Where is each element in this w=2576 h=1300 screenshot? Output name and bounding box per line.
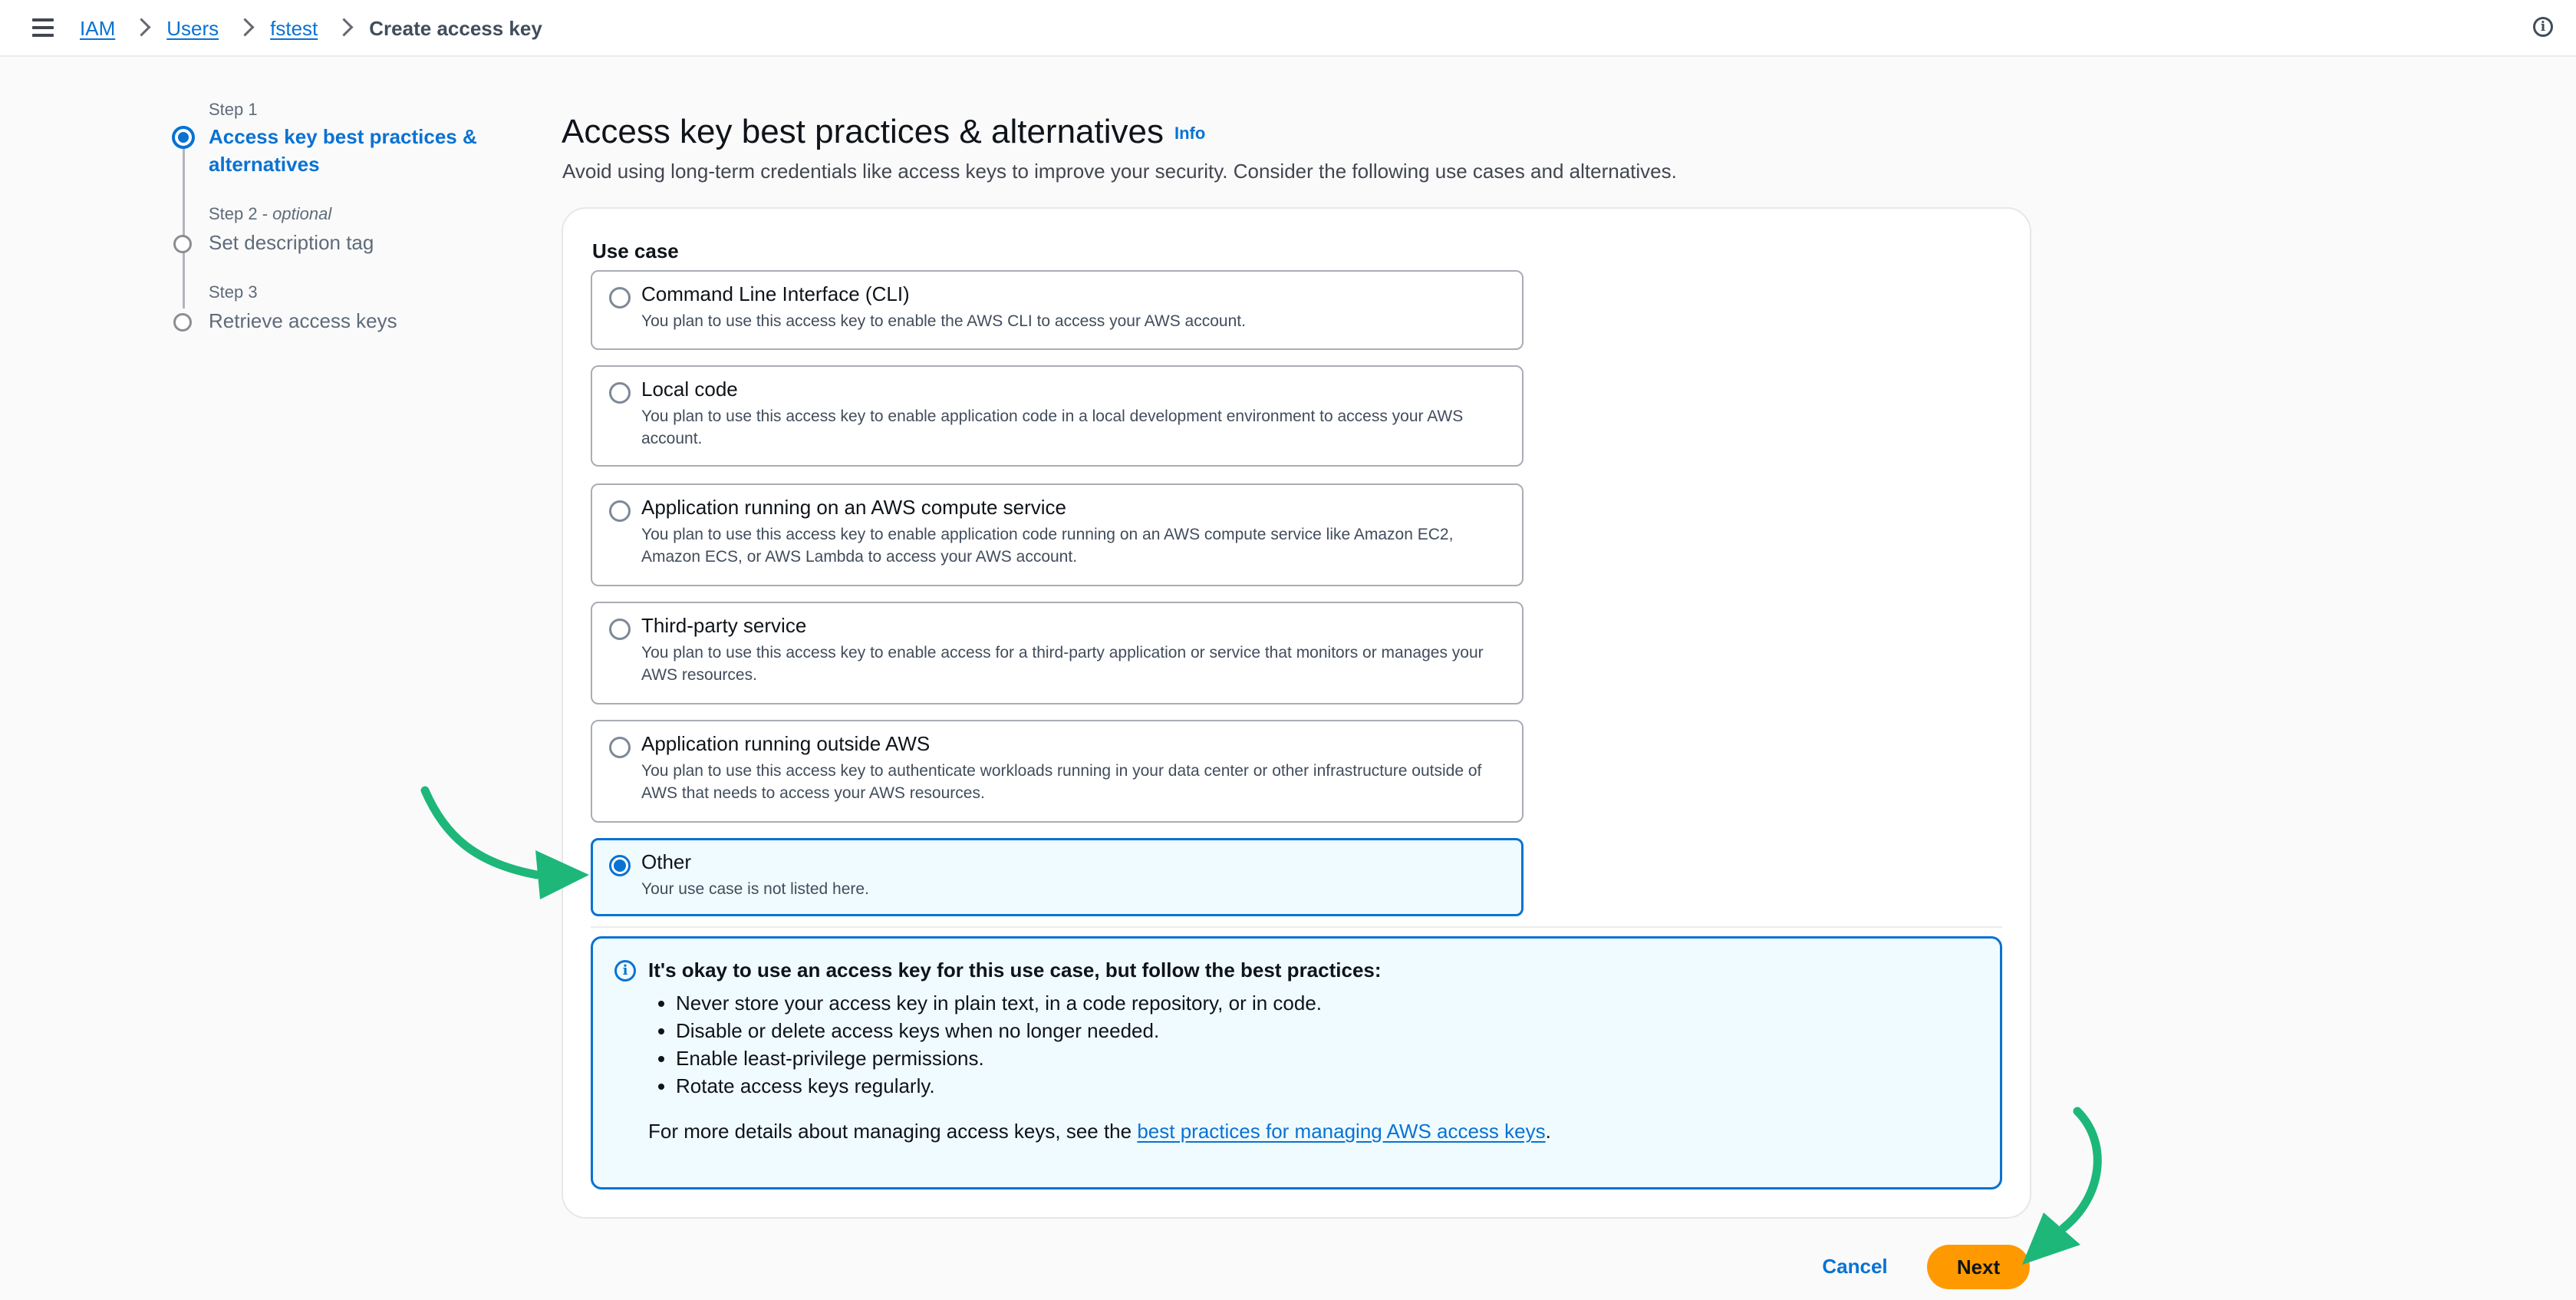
radio-button-selected[interactable] <box>609 855 631 876</box>
chevron-right-icon <box>236 18 255 36</box>
info-circle-icon: i <box>614 960 636 982</box>
breadcrumb-current: Create access key <box>369 17 542 40</box>
chevron-right-icon <box>133 18 151 36</box>
breadcrumb-link-users[interactable]: Users <box>166 17 219 40</box>
use-case-option-third-party[interactable] <box>591 602 1524 704</box>
list-item: • Rotate access keys regularly. <box>676 1072 1322 1100</box>
use-case-option-other[interactable] <box>591 838 1524 916</box>
step-inactive-marker <box>173 235 192 253</box>
option-title: Command Line Interface (CLI) <box>641 282 910 305</box>
alert-footer-text: For more details about managing access keys, see the <box>648 1120 1138 1143</box>
page-description: Avoid using long-term credentials like access keys to improve your security. Consider the following use cases and alternatives. <box>562 160 1677 183</box>
list-item: • Disable or delete access keys when no longer needed. <box>676 1017 1322 1044</box>
alert-footer-suffix: . <box>1545 1120 1551 1143</box>
alert-footer <box>648 1120 1551 1143</box>
step-inactive-marker <box>173 313 192 332</box>
radio-button[interactable] <box>609 287 631 309</box>
option-title: Application running on an AWS compute service <box>641 496 1067 519</box>
option-description: You plan to use this access key to enable access for a third-party application or service that monitors or manages your AWS resources. <box>641 644 1484 684</box>
option-title: Third-party service <box>641 614 807 637</box>
use-case-option-outside-aws[interactable] <box>591 720 1524 823</box>
step-number: Step 2 - optional <box>209 204 332 223</box>
chevron-right-icon <box>335 18 354 36</box>
radio-button[interactable] <box>609 382 631 404</box>
divider <box>591 926 2002 928</box>
step-3-title: Retrieve access keys <box>209 309 397 332</box>
breadcrumb <box>80 14 542 43</box>
option-description: You plan to use this access key to enable application code in a local development environment to access your AWS account. <box>641 407 1464 447</box>
breadcrumb-link-user[interactable]: fstest <box>270 17 318 40</box>
list-item: • Never store your access key in plain text, in a code repository, or in code. <box>676 989 1322 1017</box>
annotation-arrow-next <box>2022 1111 2097 1265</box>
top-navigation-bar <box>0 0 2576 57</box>
step-number: Step 3 <box>209 282 258 302</box>
option-title: Other <box>641 850 692 873</box>
use-case-label: Use case <box>592 239 679 262</box>
radio-button[interactable] <box>609 619 631 640</box>
list-item: • Enable least-privilege permissions. <box>676 1044 1322 1072</box>
page-title-text: Access key best practices & alternatives <box>562 113 1164 150</box>
use-case-option-aws-compute[interactable] <box>591 483 1524 586</box>
steps-connector-line <box>183 135 185 309</box>
step-active-marker <box>172 126 195 149</box>
use-case-option-local-code[interactable] <box>591 365 1524 467</box>
option-description: You plan to use this access key to enable the AWS CLI to access your AWS account. <box>641 312 1246 330</box>
breadcrumb-link-iam[interactable]: IAM <box>80 17 116 40</box>
use-case-container <box>562 207 2031 1219</box>
next-button[interactable]: Next <box>1927 1245 2030 1289</box>
info-circle-icon[interactable]: i <box>2533 17 2553 37</box>
radio-button[interactable] <box>609 737 631 758</box>
option-description: You plan to use this access key to enable application code running on an AWS compute service like Amazon EC2, Amazon ECS, or AWS Lambda to access your AWS account. <box>641 526 1454 566</box>
option-description: Your use case is not listed here. <box>641 880 869 898</box>
page-title <box>562 111 1205 155</box>
step-1-title-line2[interactable]: alternatives <box>209 153 320 176</box>
cancel-button[interactable]: Cancel <box>1822 1255 1888 1278</box>
option-title: Local code <box>641 378 738 401</box>
step-2-title: Set description tag <box>209 231 374 254</box>
best-practices-list <box>648 989 1322 1100</box>
option-description: You plan to use this access key to authenticate workloads running in your data center or other infrastructure outside of AWS that needs to access your AWS resources. <box>641 762 1482 802</box>
best-practices-link[interactable]: best practices for managing AWS access keys <box>1137 1120 1546 1143</box>
step-number: Step 1 <box>209 100 258 119</box>
hamburger-menu-icon[interactable] <box>32 18 54 37</box>
option-title: Application running outside AWS <box>641 732 931 755</box>
info-link[interactable]: Info <box>1174 124 1206 144</box>
best-practices-alert <box>591 936 2002 1189</box>
alert-title: It's okay to use an access key for this use case, but follow the best practices: <box>648 959 1382 982</box>
use-case-option-cli[interactable] <box>591 270 1524 350</box>
radio-button[interactable] <box>609 500 631 522</box>
step-1-title-line1[interactable]: Access key best practices & <box>209 125 477 148</box>
